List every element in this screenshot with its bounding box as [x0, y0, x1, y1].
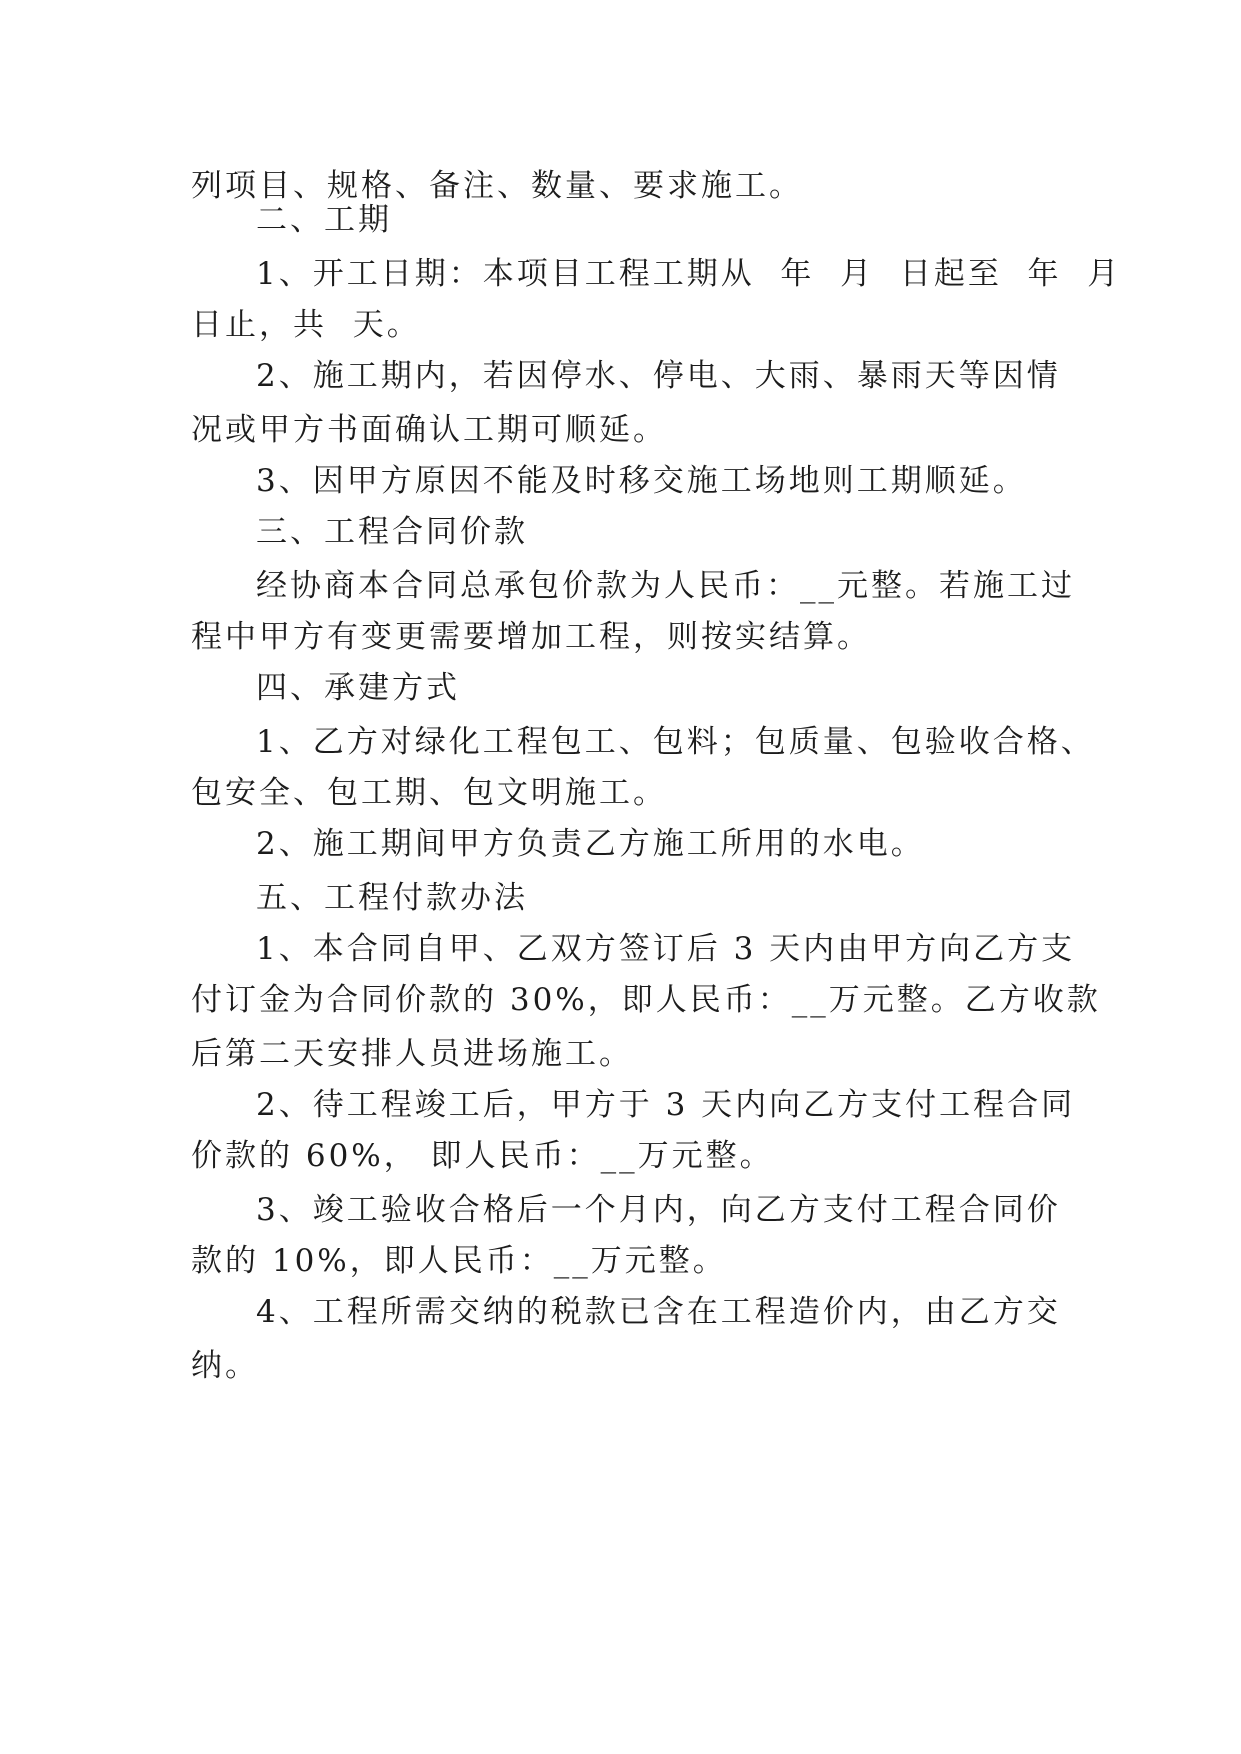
text-line: 3、因甲方原因不能及时移交施工场地则工期顺延。 — [256, 463, 1027, 499]
text-line: 3、竣工验收合格后一个月内，向乙方支付工程合同价 — [256, 1192, 1061, 1228]
text-line: 1、乙方对绿化工程包工、包料；包质量、包验收合格、 — [256, 724, 1095, 760]
text-line: 价款的 60%， 即人民币：__万元整。 — [191, 1138, 774, 1174]
text-line: 2、施工期内，若因停水、停电、大雨、暴雨天等因情 — [256, 358, 1061, 394]
text-line: 款的 10%，即人民币：__万元整。 — [191, 1243, 727, 1279]
text-line: 付订金为合同价款的 30%，即人民币：__万元整。乙方收款 — [191, 982, 1101, 1018]
text-line: 2、施工期间甲方负责乙方施工所用的水电。 — [256, 826, 925, 862]
text-line: 包安全、包工期、包文明施工。 — [191, 775, 667, 811]
text-line: 1、本合同自甲、乙双方签订后 3 天内由甲方向乙方支 — [256, 931, 1076, 967]
text-line: 1、开工日期：本项目工程工期从 年 月 日起至 年 月 — [256, 256, 1122, 292]
text-line: 程中甲方有变更需要增加工程，则按实结算。 — [191, 619, 871, 655]
section-heading: 五、工程付款办法 — [256, 880, 528, 916]
text-line: 4、工程所需交纳的税款已含在工程造价内，由乙方交 — [256, 1294, 1061, 1330]
text-line: 纳。 — [191, 1348, 259, 1384]
section-heading: 四、承建方式 — [256, 670, 460, 706]
text-line: 2、待工程竣工后，甲方于 3 天内向乙方支付工程合同 — [256, 1087, 1076, 1123]
section-heading: 三、工程合同价款 — [256, 514, 528, 550]
text-line: 经协商本合同总承包价款为人民币：__元整。若施工过 — [256, 568, 1075, 604]
text-line: 日止，共 天。 — [191, 307, 421, 343]
text-line: 况或甲方书面确认工期可顺延。 — [191, 412, 667, 448]
text-line: 列项目、规格、备注、数量、要求施工。 — [191, 168, 803, 204]
section-heading: 二、工期 — [256, 202, 392, 238]
text-line: 后第二天安排人员进场施工。 — [191, 1036, 633, 1072]
